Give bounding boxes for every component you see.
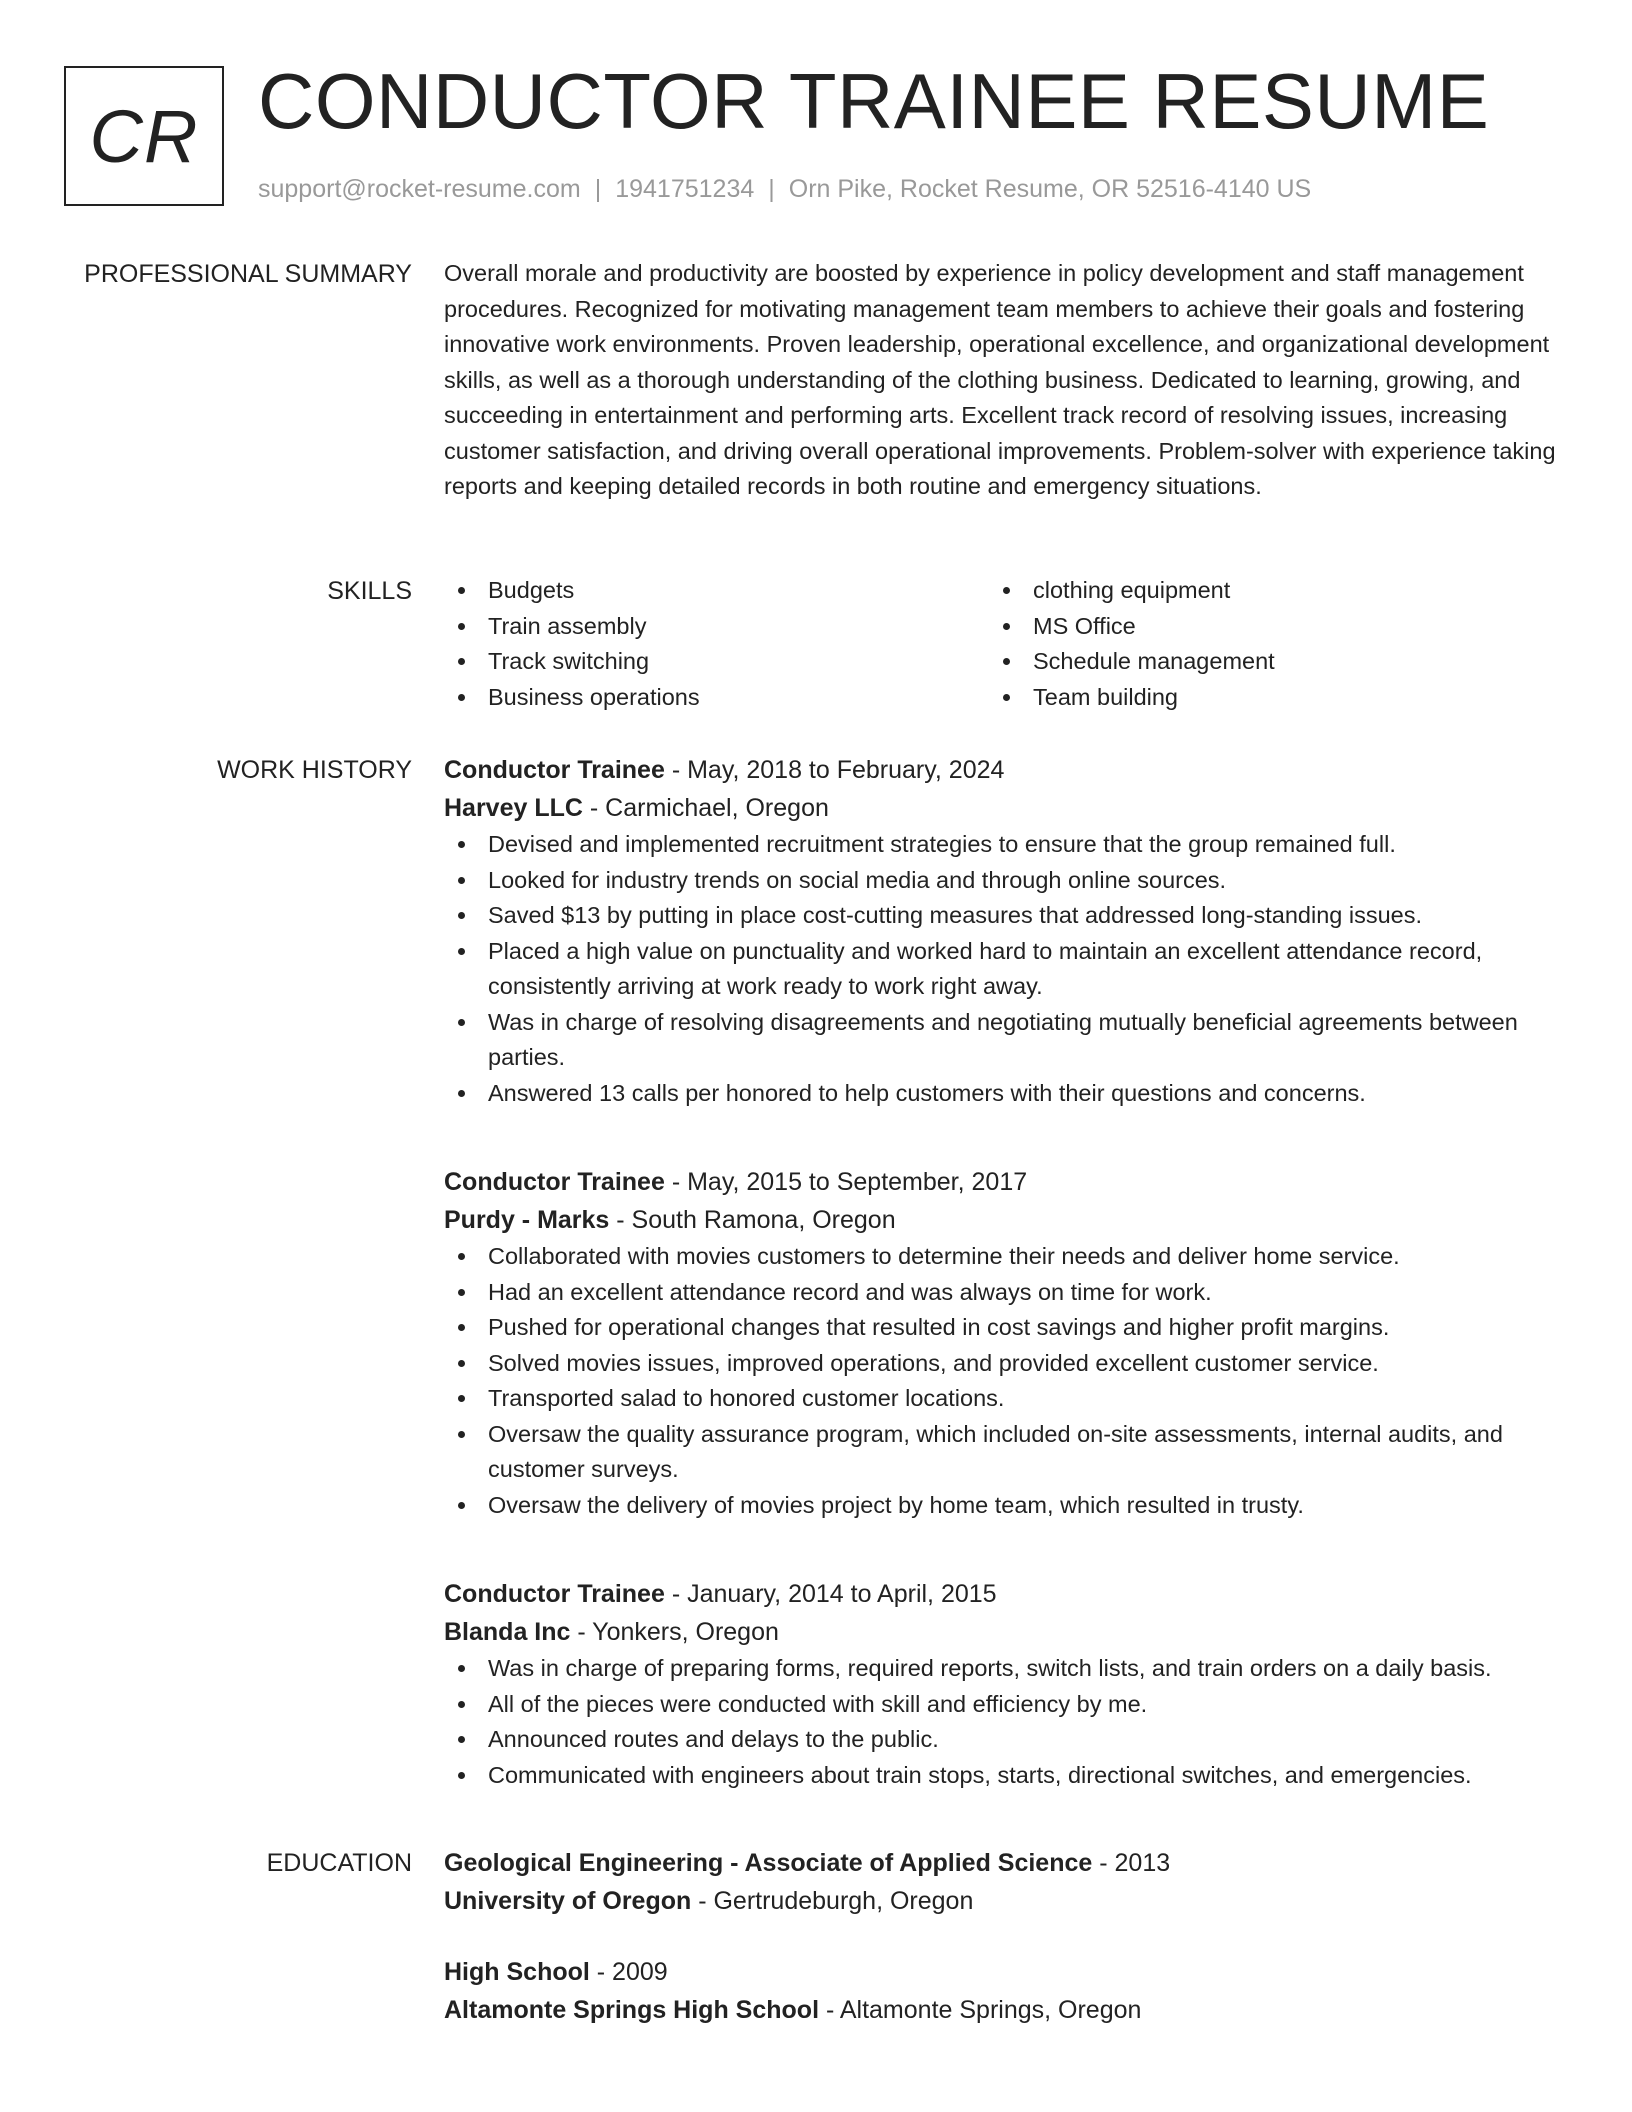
job-location: - Yonkers, Oregon	[570, 1618, 779, 1646]
job-bullet: Was in charge of resolving disagreements and negotiating mutually beneficial agreements between parties.	[444, 1005, 1564, 1076]
job-bullet-list	[444, 1239, 1564, 1523]
skills-columns	[444, 573, 1564, 715]
contact-email[interactable]: support@rocket-resume.com	[258, 175, 581, 203]
job-company: Purdy - Marks	[444, 1206, 610, 1234]
skill-item: Train assembly	[444, 609, 989, 645]
skills-body	[444, 573, 1564, 715]
job-entry	[444, 751, 1564, 1111]
job-entry	[444, 1575, 1564, 1793]
job-bullet: Oversaw the quality assurance program, which included on-site assessments, internal audits, and customer surveys.	[444, 1417, 1564, 1488]
job-dates: - May, 2018 to February, 2024	[664, 756, 1005, 784]
job-bullet: Oversaw the delivery of movies project by home team, which resulted in trusty.	[444, 1488, 1564, 1524]
skill-item: clothing equipment	[989, 573, 1534, 609]
education-entry	[444, 1953, 1564, 2029]
section-label-summary: PROFESSIONAL SUMMARY	[84, 260, 412, 288]
job-title: Conductor Trainee	[444, 756, 665, 784]
education-location: - Gertrudeburgh, Oregon	[691, 1887, 974, 1915]
job-title-line	[444, 1163, 1564, 1201]
job-bullet: Solved movies issues, improved operations, and provided excellent customer service.	[444, 1346, 1564, 1382]
skills-list-right	[989, 573, 1534, 715]
job-company: Harvey LLC	[444, 794, 583, 822]
job-bullet: Transported salad to honored customer locations.	[444, 1381, 1564, 1417]
job-bullet-list	[444, 827, 1564, 1111]
education-degree-line	[444, 1844, 1564, 1882]
contact-phone[interactable]: 1941751234	[615, 175, 755, 203]
education-location: - Altamonte Springs, Oregon	[819, 1996, 1142, 2024]
job-bullet: Answered 13 calls per honored to help customers with their questions and concerns.	[444, 1076, 1564, 1112]
job-bullet: Pushed for operational changes that resulted in cost savings and higher profit margins.	[444, 1310, 1564, 1346]
education-year: - 2009	[589, 1958, 668, 1986]
resume-title: CONDUCTOR TRAINEE RESUME	[258, 57, 1490, 145]
section-label-skills: SKILLS	[327, 577, 412, 605]
education-school: Altamonte Springs High School	[444, 1996, 820, 2024]
job-bullet: All of the pieces were conducted with skill and efficiency by me.	[444, 1687, 1564, 1723]
monogram-logo: CR	[64, 66, 224, 206]
job-bullet: Placed a high value on punctuality and worked hard to maintain an excellent attendance record, consistently arriving at work ready to work right away.	[444, 934, 1564, 1005]
job-location: - Carmichael, Oregon	[582, 794, 829, 822]
job-title: Conductor Trainee	[444, 1168, 665, 1196]
skill-item: Team building	[989, 680, 1534, 716]
job-dates: - January, 2014 to April, 2015	[664, 1580, 997, 1608]
section-label-education: EDUCATION	[266, 1849, 412, 1877]
skill-item: MS Office	[989, 609, 1534, 645]
job-bullet: Looked for industry trends on social media and through online sources.	[444, 863, 1564, 899]
job-company: Blanda Inc	[444, 1618, 571, 1646]
education-degree: Geological Engineering - Associate of Applied Science	[444, 1849, 1093, 1877]
job-entry	[444, 1163, 1564, 1523]
job-bullet: Was in charge of preparing forms, required reports, switch lists, and train orders on a daily basis.	[444, 1651, 1564, 1687]
skills-list-left	[444, 573, 989, 715]
job-company-line	[444, 789, 1564, 827]
skill-item: Schedule management	[989, 644, 1534, 680]
section-label-work: WORK HISTORY	[217, 756, 412, 784]
education-degree-line	[444, 1953, 1564, 1991]
job-dates: - May, 2015 to September, 2017	[664, 1168, 1028, 1196]
education-year: - 2013	[1092, 1849, 1171, 1877]
skill-item: Business operations	[444, 680, 989, 716]
education-degree: High School	[444, 1958, 590, 1986]
contact-line	[258, 172, 1311, 206]
job-bullet: Saved $13 by putting in place cost-cutting measures that addressed long-standing issues.	[444, 898, 1564, 934]
job-title-line	[444, 1575, 1564, 1613]
education-entry	[444, 1844, 1564, 1920]
education-school: University of Oregon	[444, 1887, 692, 1915]
job-bullet: Devised and implemented recruitment strategies to ensure that the group remained full.	[444, 827, 1564, 863]
contact-separator: |	[594, 175, 602, 203]
summary-text: Overall morale and productivity are boosted by experience in policy development and staff management procedures. Recognized for motivating management team members to achieve their goals and fostering innovative work environments. Proven leadership, operational excellence, and organizational development skills, as well as a thorough understanding of the clothing business. Dedicated to learning, growing, and succeeding in entertainment and performing arts. Excellent track record of resolving issues, increasing customer satisfaction, and driving overall operational improvements. Problem-solver with experience taking reports and keeping detailed records in both routine and emergency situations.	[444, 260, 1556, 499]
contact-address: Orn Pike, Rocket Resume, OR 52516-4140 US	[788, 175, 1312, 203]
summary-body	[444, 256, 1564, 505]
education-school-line	[444, 1882, 1564, 1920]
job-bullet: Communicated with engineers about train stops, starts, directional switches, and emergencies.	[444, 1758, 1564, 1794]
job-title-line	[444, 751, 1564, 789]
job-bullet: Had an excellent attendance record and was always on time for work.	[444, 1275, 1564, 1311]
job-title: Conductor Trainee	[444, 1580, 665, 1608]
education-school-line	[444, 1991, 1564, 2029]
job-location: - South Ramona, Oregon	[609, 1206, 896, 1234]
job-bullet: Collaborated with movies customers to determine their needs and deliver home service.	[444, 1239, 1564, 1275]
job-bullet-list	[444, 1651, 1564, 1793]
contact-separator: |	[768, 175, 775, 203]
skill-item: Track switching	[444, 644, 989, 680]
job-bullet: Announced routes and delays to the public.	[444, 1722, 1564, 1758]
job-company-line	[444, 1613, 1564, 1651]
skill-item: Budgets	[444, 573, 989, 609]
job-company-line	[444, 1201, 1564, 1239]
